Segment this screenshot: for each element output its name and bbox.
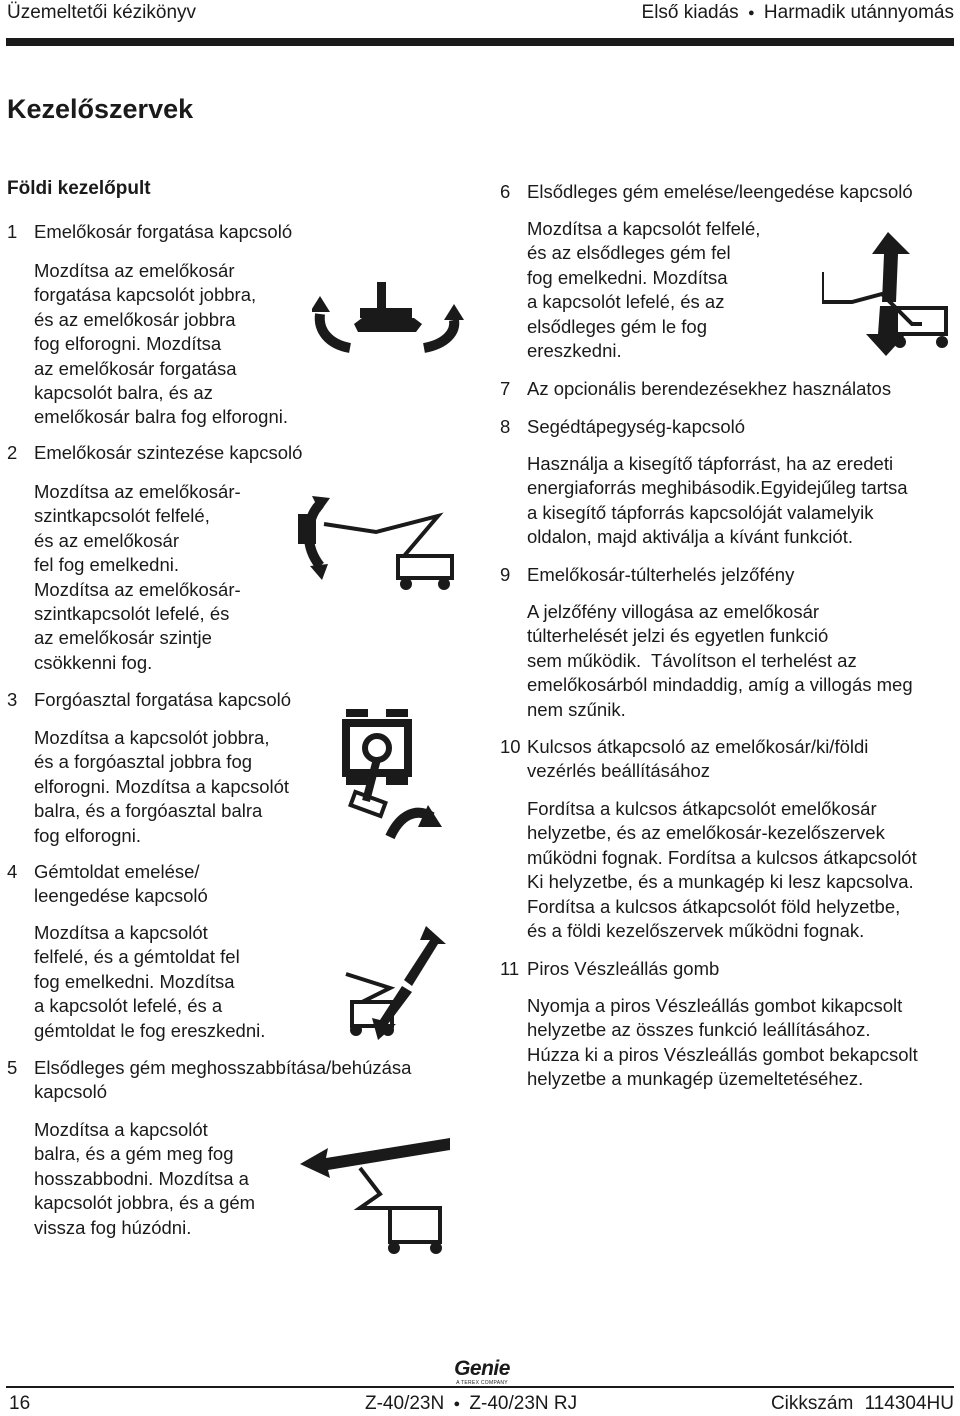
item-8-body: Használja a kisegítő tápforrást, ha az eredeti energiaforrás meghibásodik.Egyidejűleg tartsa a kisegítő tápforrás kapcsolóját valamelyik oldalon, majd aktiválja a kívánt funkciót. [527, 453, 908, 548]
logo-name: Genie [454, 1357, 510, 1380]
primary-boom-icon [822, 232, 958, 356]
part-number-info [771, 1393, 954, 1415]
platform-rotate-icon [312, 282, 464, 360]
logo-tagline: A TEREX COMPANY [456, 1380, 508, 1386]
item-3-body: Mozdítsa a kapcsolót jobbra, és a forgóasztal jobbra fog elforogni. Mozdítsa a kapcsolót balra, és a forgóasztal balra fog elforogni. [34, 727, 290, 846]
item-number: 4 [7, 861, 18, 882]
section-title: Földi kezelőpult [7, 178, 151, 199]
item-number: 1 [7, 221, 18, 242]
item-5-body: Mozdítsa a kapcsolót balra, és a gém meg fog hosszabbodni. Mozdítsa a kapcsolót jobbra, és a gém vissza fog húzódni. [34, 1119, 256, 1238]
platform-level-icon [294, 494, 460, 594]
item-number: 10 [500, 736, 521, 757]
item-title: Elsődleges gém emelése/leengedése kapcsoló [527, 181, 913, 202]
item-11-body: Nyomja a piros Vészleállás gombot kikapcsolt helyzetbe az összes funkció leállításához. Húzza ki a piros Vészleállás gombot bekapcsolt helyzetbe a munkagép üzemeltetéséhez. [527, 995, 918, 1090]
part-label: Cikkszám [770, 1393, 854, 1414]
item-number: 8 [500, 416, 511, 437]
manual-title: Üzemeltetői kézikönyv [7, 2, 197, 23]
item-4-heading [7, 860, 447, 908]
page-title: Kezelőszervek [7, 94, 194, 124]
item-title: Segédtápegység-kapcsoló [527, 416, 746, 437]
bullet: ● [747, 7, 755, 19]
item-number: 11 [500, 958, 520, 979]
item-title: Elsődleges gém meghosszabbítása/behúzása [34, 1057, 412, 1078]
item-title: Emelőkosár szintezése kapcsoló [34, 442, 303, 463]
item-9-body: A jelzőfény villogása az emelőkosár túlterhelését jelzi és egyetlen funkció sem működik. Távolítson el terhelést az emelőkosárból mindaddig, amíg a villogás meg nem szűnik. [527, 601, 913, 720]
jib-boom-icon [342, 926, 460, 1042]
model-b: Z-40/23N RJ [469, 1393, 578, 1414]
item-10-heading [500, 735, 955, 783]
item-title-cont: vezérlés beállításához [527, 760, 711, 781]
item-5-heading [7, 1056, 477, 1104]
footer-rule [6, 1386, 954, 1388]
item-title: Emelőkosár-túlterhelés jelzőfény [527, 564, 795, 585]
turntable-rotate-icon [336, 709, 442, 851]
item-title-cont: leengedése kapcsoló [34, 885, 208, 906]
item-6-body: Mozdítsa a kapcsolót felfelé, és az elsődleges gém fel fog emelkedni. Mozdítsa a kapcsolót lefelé, és az elsődleges gém le fog ereszkedni. [527, 218, 761, 362]
item-number: 9 [500, 564, 511, 585]
genie-logo [444, 1358, 520, 1388]
edition-info [642, 2, 954, 24]
item-title: Emelőkosár forgatása kapcsoló [34, 221, 293, 242]
bullet: ● [453, 1398, 461, 1410]
boom-extend-icon [300, 1138, 454, 1258]
part-number: 114304HU [864, 1393, 954, 1414]
model-info [365, 1393, 577, 1415]
edition-label: Első kiadás [641, 2, 739, 23]
item-title: Gémtoldat emelése/ [34, 861, 200, 882]
item-title-cont: kapcsoló [34, 1081, 108, 1102]
item-1-body: Mozdítsa az emelőkosár forgatása kapcsolót jobbra, és az emelőkosár jobbra fog elforogni. Mozdítsa az emelőkosár forgatása kapcsolót balra, és az emelőkosár balra fog elforogni. [34, 260, 289, 428]
header-rule [6, 38, 954, 46]
item-10-body: Fordítsa a kulcsos átkapcsolót emelőkosár helyzetbe, és az emelőkosár-kezelőszervek működni fognak. Fordítsa a kulcsos átkapcsolót Ki helyzetbe, és a munkagép ki lesz kapcsolva. Fordítsa a kulcsos átkapcsolót föld helyzetbe, és a földi kezelőszervek működni fognak. [527, 798, 917, 942]
printing-label: Harmadik utánnyomás [763, 2, 954, 23]
item-number: 3 [7, 689, 18, 710]
item-number: 2 [7, 442, 18, 463]
item-title: Kulcsos átkapcsoló az emelőkosár/ki/földi [527, 736, 869, 757]
item-number: 5 [7, 1057, 18, 1078]
item-title: Forgóasztal forgatása kapcsoló [34, 689, 292, 710]
item-number: 6 [500, 181, 511, 202]
item-2-body: Mozdítsa az emelőkosár- szintkapcsolót felfelé, és az emelőkosár fel fog emelkedni. Mozdítsa az emelőkosár- szintkapcsolót lefelé, és az emelőkosár szintje csökkenni fog. [34, 481, 241, 673]
item-4-body: Mozdítsa a kapcsolót felfelé, és a gémtoldat fel fog emelkedni. Mozdítsa a kapcsolót lefelé, és a gémtoldat le fog ereszkedni. [34, 922, 266, 1041]
item-number: 7 [500, 378, 511, 399]
page-number: 16 [9, 1393, 31, 1414]
item-title: Az opcionális berendezésekhez használatos [527, 378, 892, 399]
item-title: Piros Vészleállás gomb [527, 958, 720, 979]
model-a: Z-40/23N [365, 1393, 445, 1414]
